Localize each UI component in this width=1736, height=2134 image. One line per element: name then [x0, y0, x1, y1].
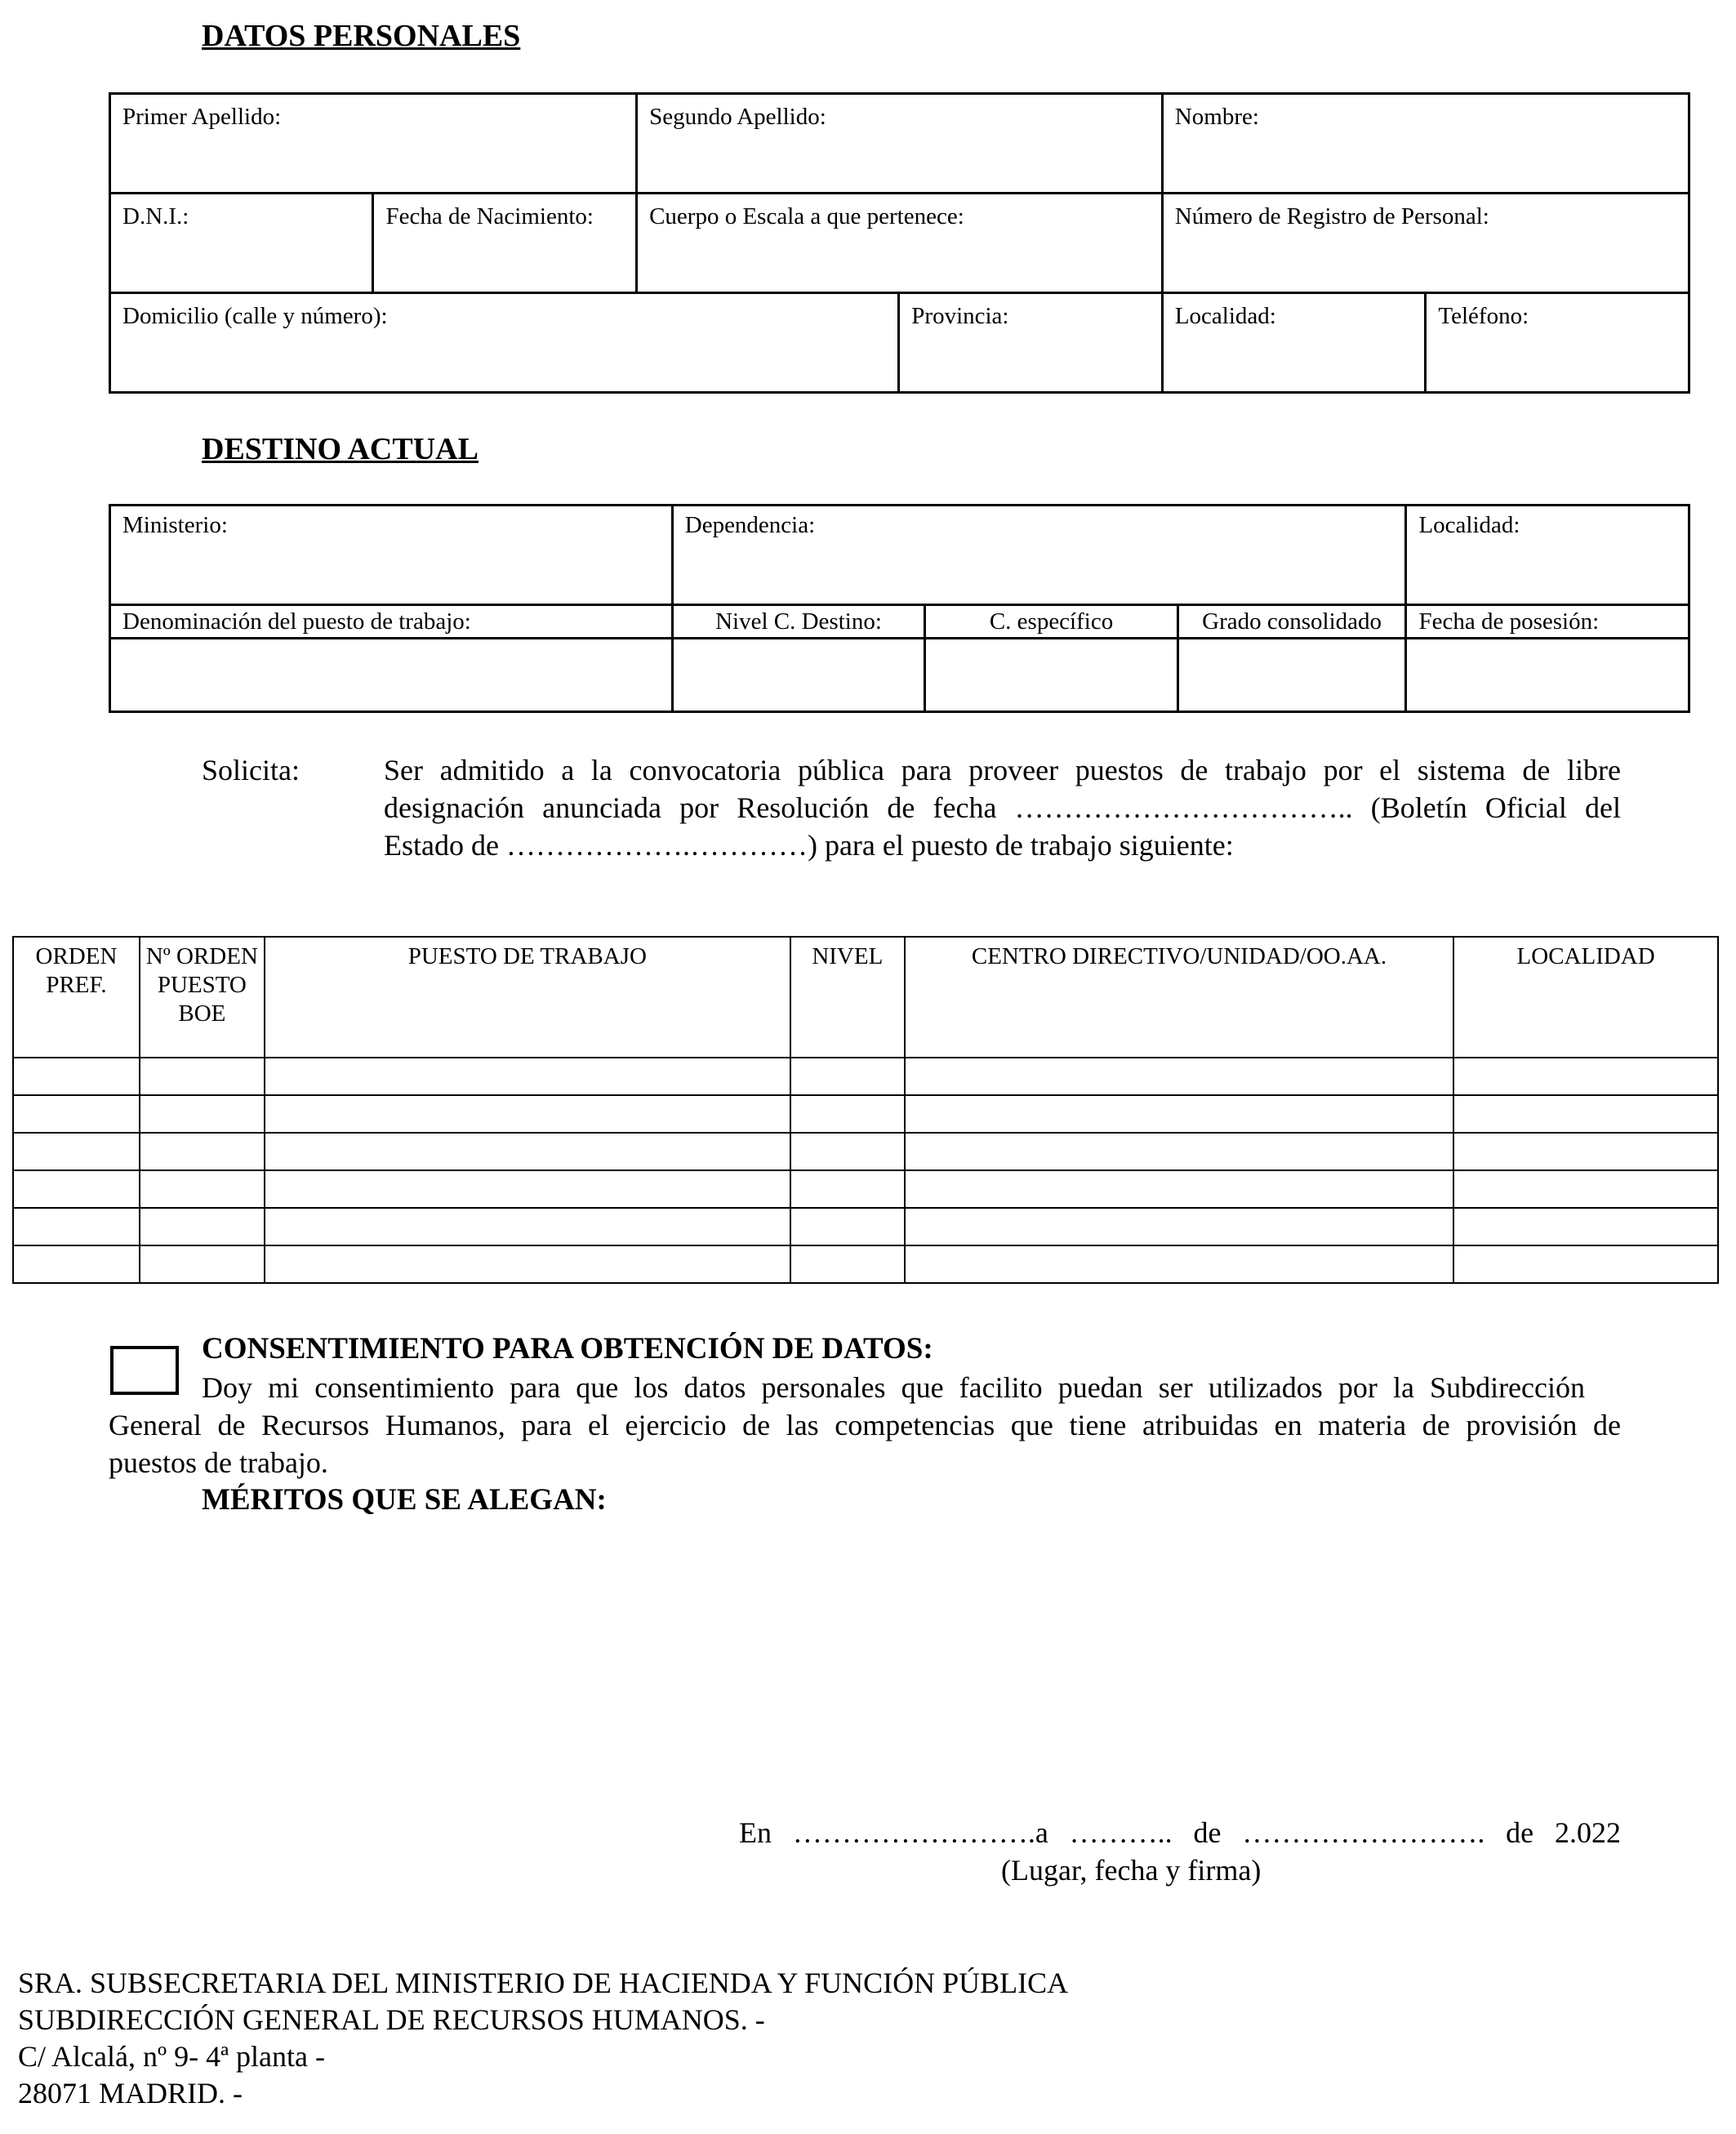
cell[interactable]	[1453, 1058, 1718, 1095]
solicita-line-2: designación anunciada por Resolución de fecha …………………………….. (Boletín Oficial del	[384, 791, 1621, 824]
cell[interactable]	[265, 1170, 790, 1208]
destino-localidad-field[interactable]	[1406, 506, 1689, 605]
signature-line: En …………………….a ……….. de ……………………. de 2.022	[739, 1816, 1621, 1849]
recipient-line-3: C/ Alcalá, nº 9- 4ª planta -	[18, 2040, 325, 2073]
domicilio-label: Domicilio (calle y número):	[122, 303, 388, 329]
primer-apellido-field[interactable]	[110, 94, 637, 194]
personal-data-table	[109, 92, 1690, 394]
segundo-apellido-label: Segundo Apellido:	[649, 104, 826, 130]
cell[interactable]	[140, 1170, 265, 1208]
telefono-field[interactable]	[1426, 293, 1689, 393]
cell[interactable]	[1453, 1245, 1718, 1283]
consent-line-2: General de Recursos Humanos, para el ejercicio de las competencias que tiene atribuidas en materia de provisión de	[109, 1409, 1621, 1441]
header-orden-puesto-boe: Nº ORDEN PUESTO BOE	[140, 937, 265, 1058]
especifico-header: C. específico	[925, 605, 1178, 639]
cell[interactable]	[1453, 1095, 1718, 1133]
cell[interactable]	[13, 1095, 140, 1133]
nombre-field[interactable]	[1162, 94, 1689, 194]
cell[interactable]	[265, 1245, 790, 1283]
table-row	[13, 1208, 1718, 1245]
fecha-nacimiento-field[interactable]	[373, 194, 637, 293]
cell[interactable]	[905, 1170, 1453, 1208]
cell[interactable]	[140, 1208, 265, 1245]
header-localidad: LOCALIDAD	[1453, 937, 1718, 1058]
cell[interactable]	[265, 1208, 790, 1245]
cuerpo-field[interactable]	[637, 194, 1163, 293]
cell[interactable]	[265, 1133, 790, 1170]
cell[interactable]	[1453, 1170, 1718, 1208]
cell[interactable]	[790, 1133, 905, 1170]
cell[interactable]	[13, 1133, 140, 1170]
destino-heading: DESTINO ACTUAL	[202, 432, 479, 466]
nivel-destino-header: Nivel C. Destino:	[672, 605, 924, 639]
dependencia-field[interactable]	[672, 506, 1406, 605]
registro-label: Número de Registro de Personal:	[1174, 203, 1489, 229]
cell[interactable]	[13, 1170, 140, 1208]
cell[interactable]	[905, 1245, 1453, 1283]
grado-field[interactable]	[1177, 639, 1406, 712]
fecha-posesion-header: Fecha de posesión:	[1406, 605, 1689, 639]
table-row	[13, 1133, 1718, 1170]
segundo-apellido-field[interactable]	[637, 94, 1163, 194]
table-row	[13, 1095, 1718, 1133]
cell[interactable]	[790, 1095, 905, 1133]
fecha-posesion-field[interactable]	[1406, 639, 1689, 712]
destino-localidad-label: Localidad:	[1418, 512, 1520, 538]
dependencia-label: Dependencia:	[684, 512, 816, 538]
solicita-label: Solicita:	[202, 754, 300, 786]
header-centro-directivo: CENTRO DIRECTIVO/UNIDAD/OO.AA.	[905, 937, 1453, 1058]
meritos-title: MÉRITOS QUE SE ALEGAN:	[202, 1483, 607, 1517]
cell[interactable]	[790, 1245, 905, 1283]
cell[interactable]	[265, 1095, 790, 1133]
cell[interactable]	[140, 1095, 265, 1133]
denominacion-header: Denominación del puesto de trabajo:	[110, 605, 673, 639]
ministerio-field[interactable]	[110, 506, 673, 605]
denominacion-field[interactable]	[110, 639, 673, 712]
destino-table	[109, 504, 1690, 713]
cell[interactable]	[905, 1133, 1453, 1170]
consent-line-1: Doy mi consentimiento para que los datos personales que facilito puedan ser utilizados por la Subdirección	[202, 1371, 1585, 1404]
consent-title: CONSENTIMIENTO PARA OBTENCIÓN DE DATOS:	[202, 1332, 933, 1365]
recipient-line-2: SUBDIRECCIÓN GENERAL DE RECURSOS HUMANOS. -	[18, 2003, 765, 2036]
grado-header: Grado consolidado	[1177, 605, 1406, 639]
domicilio-field[interactable]	[110, 293, 899, 393]
signature-caption: (Lugar, fecha y firma)	[1001, 1854, 1262, 1887]
cell[interactable]	[140, 1245, 265, 1283]
especifico-field[interactable]	[925, 639, 1178, 712]
cuerpo-label: Cuerpo o Escala a que pertenece:	[649, 203, 964, 229]
recipient-line-4: 28071 MADRID. -	[18, 2077, 243, 2109]
cell[interactable]	[13, 1208, 140, 1245]
solicita-line-1: Ser admitido a la convocatoria pública para proveer puestos de trabajo por el sistema de libre	[384, 754, 1621, 786]
provincia-label: Provincia:	[911, 303, 1009, 329]
consent-line-3: puestos de trabajo.	[109, 1446, 328, 1479]
telefono-label: Teléfono:	[1438, 303, 1529, 329]
fecha-nacimiento-label: Fecha de Nacimiento:	[385, 203, 594, 229]
table-row	[13, 1170, 1718, 1208]
nombre-label: Nombre:	[1174, 104, 1259, 130]
primer-apellido-label: Primer Apellido:	[122, 104, 282, 130]
cell[interactable]	[790, 1208, 905, 1245]
consent-checkbox[interactable]	[110, 1346, 179, 1395]
personal-heading: DATOS PERSONALES	[202, 19, 521, 53]
puestos-table	[12, 936, 1719, 1284]
cell[interactable]	[13, 1245, 140, 1283]
header-puesto-trabajo: PUESTO DE TRABAJO	[265, 937, 790, 1058]
dni-label: D.N.I.:	[122, 203, 189, 229]
registro-field[interactable]	[1162, 194, 1689, 293]
cell[interactable]	[13, 1058, 140, 1095]
cell[interactable]	[790, 1058, 905, 1095]
meritos-area[interactable]	[109, 1527, 1621, 1797]
localidad-label: Localidad:	[1174, 303, 1276, 329]
cell[interactable]	[1453, 1133, 1718, 1170]
cell[interactable]	[140, 1058, 265, 1095]
cell[interactable]	[1453, 1208, 1718, 1245]
table-row	[13, 1245, 1718, 1283]
header-nivel: NIVEL	[790, 937, 905, 1058]
cell[interactable]	[905, 1208, 1453, 1245]
localidad-field[interactable]	[1162, 293, 1426, 393]
cell[interactable]	[265, 1058, 790, 1095]
provincia-field[interactable]	[899, 293, 1163, 393]
recipient-line-1: SRA. SUBSECRETARIA DEL MINISTERIO DE HACIENDA Y FUNCIÓN PÚBLICA	[18, 1967, 1069, 1999]
dni-field[interactable]	[110, 194, 373, 293]
cell[interactable]	[140, 1133, 265, 1170]
solicita-line-3: Estado de ……………….…………) para el puesto de trabajo siguiente:	[384, 829, 1234, 862]
ministerio-label: Ministerio:	[122, 512, 228, 538]
cell[interactable]	[905, 1058, 1453, 1095]
cell[interactable]	[790, 1170, 905, 1208]
nivel-destino-field[interactable]	[672, 639, 924, 712]
table-row	[13, 1058, 1718, 1095]
cell[interactable]	[905, 1095, 1453, 1133]
header-orden-pref: ORDEN PREF.	[13, 937, 140, 1058]
